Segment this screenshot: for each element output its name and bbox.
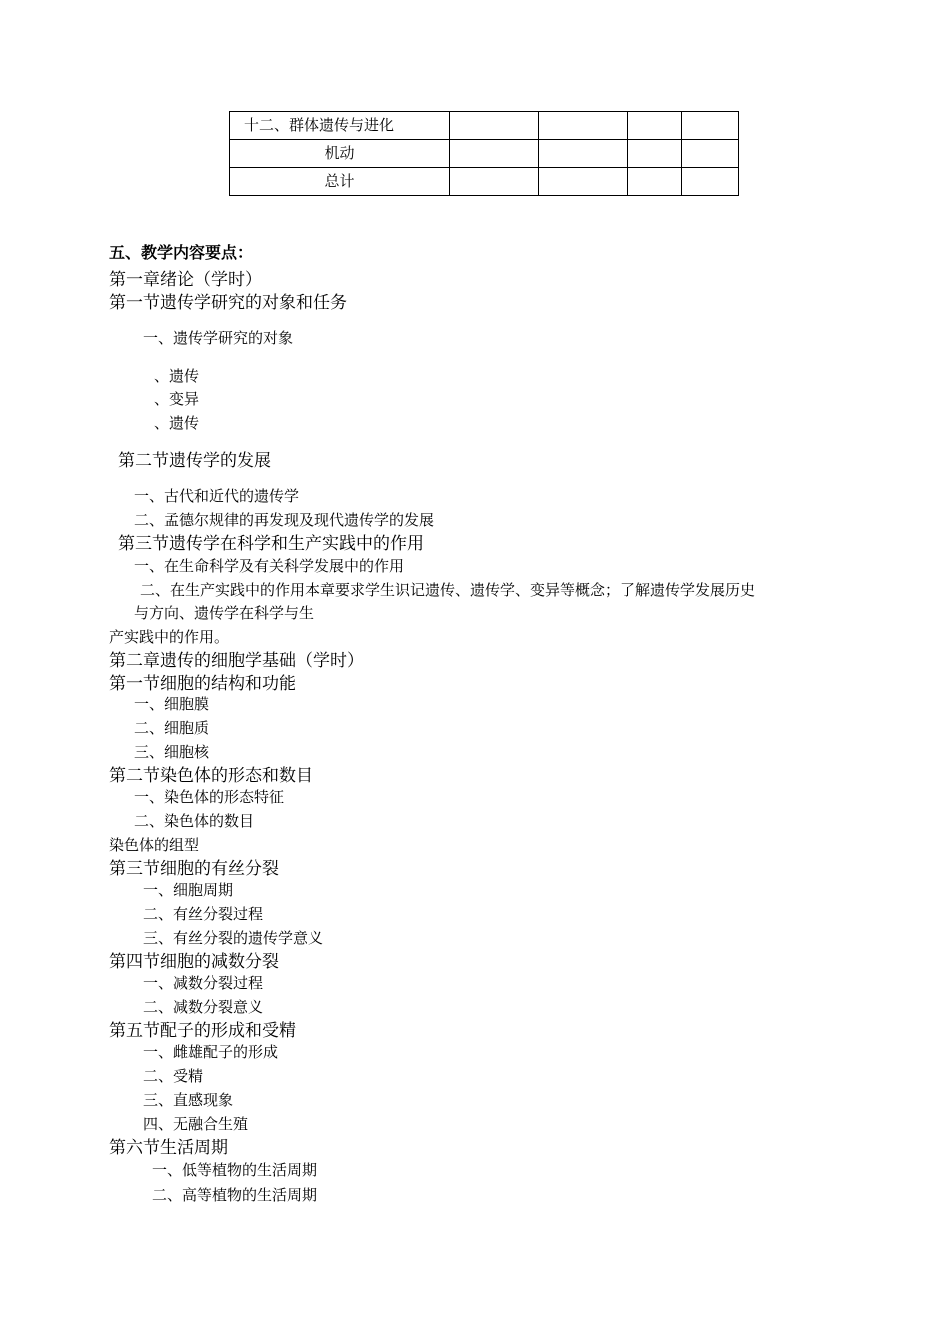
section-title: 第五节配子的形成和受精: [109, 1021, 296, 1041]
table-cell: [450, 140, 539, 168]
outline-paragraph: 与方向、遗传学在科学与生: [134, 604, 315, 622]
outline-item: 二、染色体的数目: [134, 812, 255, 830]
outline-paragraph: 二、在生产实践中的作用本章要求学生识记遗传、遗传学、变异等概念；了解遗传学发展历史: [140, 581, 756, 599]
outline-item: 一、遗传学研究的对象: [143, 329, 294, 347]
chapter-title: 第二章遗传的细胞学基础（学时）: [109, 651, 364, 671]
outline-item: 一、在生命科学及有关科学发展中的作用: [134, 557, 405, 575]
table-cell: [539, 168, 628, 196]
outline-item: 染色体的组型: [109, 836, 200, 854]
table-cell-chapter: 十二、群体遗传与进化: [230, 112, 450, 140]
table-cell: [539, 112, 628, 140]
table-cell: [539, 140, 628, 168]
outline-item: 一、染色体的形态特征: [134, 788, 285, 806]
outline-item: 四、无融合生殖: [143, 1115, 249, 1133]
table-cell-chapter: 总计: [230, 168, 450, 196]
table-row: [230, 140, 739, 168]
outline-item: 三、有丝分裂的遗传学意义: [143, 929, 324, 947]
outline-item: 一、细胞周期: [143, 881, 234, 899]
outline-item: 一、细胞膜: [134, 695, 210, 713]
outline-item: 三、直感现象: [143, 1091, 234, 1109]
outline-item: 一、低等植物的生活周期: [152, 1161, 318, 1179]
outline-item: 一、古代和近代的遗传学: [134, 487, 300, 505]
outline-item: 二、减数分裂意义: [143, 998, 264, 1016]
outline-paragraph: 产实践中的作用。: [109, 628, 230, 646]
outline-item: 二、受精: [143, 1067, 204, 1085]
section-title: 第二节遗传学的发展: [118, 451, 271, 471]
outline-item: 一、雌雄配子的形成: [143, 1043, 279, 1061]
outline-item: 二、有丝分裂过程: [143, 905, 264, 923]
outline-item: 二、高等植物的生活周期: [152, 1186, 318, 1204]
table-cell: [450, 168, 539, 196]
table-cell: [628, 140, 682, 168]
table-cell: [628, 168, 682, 196]
section-title: 第三节遗传学在科学和生产实践中的作用: [118, 534, 424, 554]
table-cell: [682, 112, 739, 140]
table-cell-chapter: 机动: [230, 140, 450, 168]
section-heading: 五、教学内容要点：: [109, 243, 254, 262]
table-cell: [682, 140, 739, 168]
table-cell: [628, 112, 682, 140]
section-title: 第六节生活周期: [109, 1138, 228, 1158]
section-title: 第一节遗传学研究的对象和任务: [109, 293, 347, 313]
table-row: [230, 112, 739, 140]
section-title: 第四节细胞的减数分裂: [109, 952, 279, 972]
hours-table: [229, 111, 739, 196]
outline-item: 、遗传: [154, 414, 200, 432]
outline-item: 三、细胞核: [134, 743, 210, 761]
section-title: 第二节染色体的形态和数目: [109, 766, 313, 786]
chapter-title: 第一章绪论（学时）: [109, 270, 262, 290]
table-cell: [682, 168, 739, 196]
table-cell: [450, 112, 539, 140]
outline-item: 二、孟德尔规律的再发现及现代遗传学的发展: [134, 511, 435, 529]
outline-item: 二、细胞质: [134, 719, 210, 737]
outline-item: 、遗传: [154, 367, 200, 385]
outline-item: 、变异: [154, 390, 200, 408]
section-title: 第三节细胞的有丝分裂: [109, 859, 279, 879]
section-title: 第一节细胞的结构和功能: [109, 674, 296, 694]
table-row: [230, 168, 739, 196]
outline-item: 一、减数分裂过程: [143, 974, 264, 992]
